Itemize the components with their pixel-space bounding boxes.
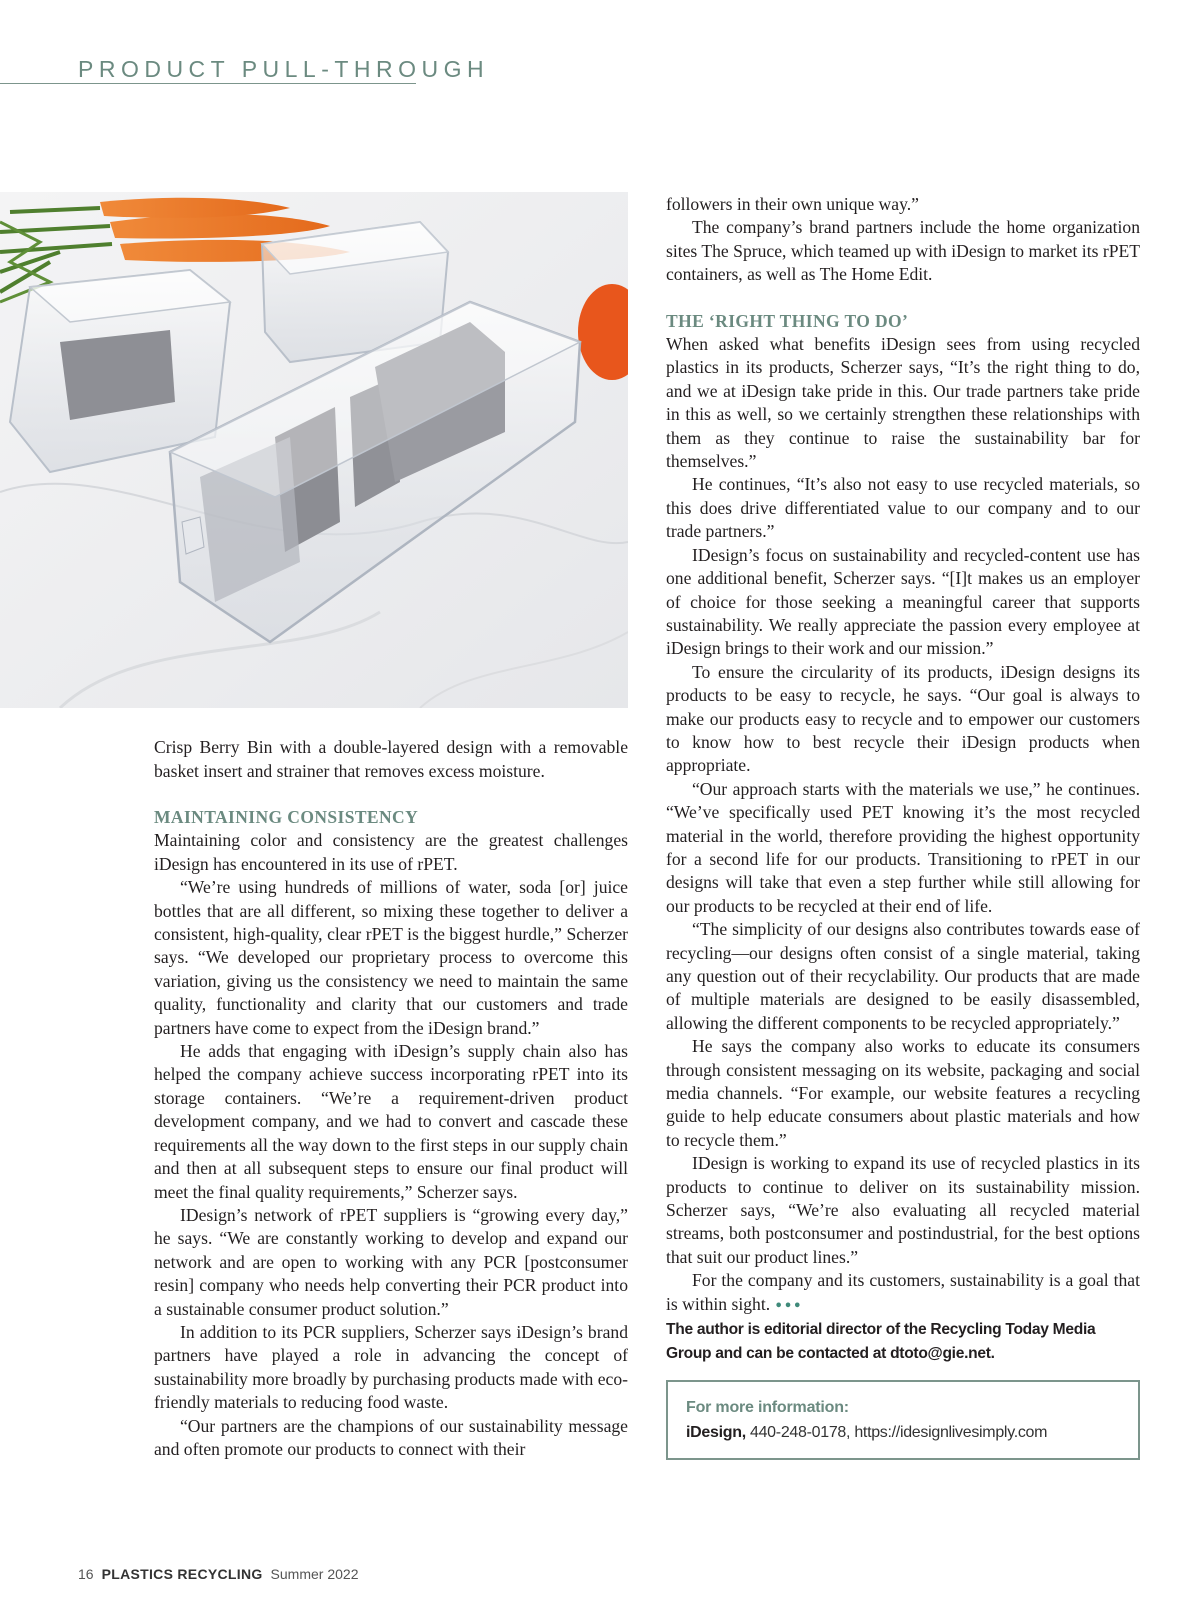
article-paragraph xyxy=(666,193,1140,216)
paragraph-text: The company’s brand partners include the home organization sites The Spruce, which teamed up with iDesign to market its rPET containers, as well as The Home Edit. xyxy=(666,217,1140,285)
paragraph-text: For the company and its customers, sustainability is a goal that is within sight. xyxy=(666,1270,1140,1314)
paragraph-text: “Our partners are the champions of our sustainability message and often promote our products to connect with their xyxy=(154,1415,628,1459)
paragraph-text: He adds that engaging with iDesign’s supply chain also has helped the company achieve success incorporating rPET into its storage containers. “We’re a requirement-driven product development company, and we had to convert and cascade these requirements all the way down to the first steps in our supply chain and then at all subsequent steps to ensure our final product will meet the final quality requirements,” Scherzer says. xyxy=(154,1041,628,1202)
article-paragraph xyxy=(154,1321,628,1415)
paragraph-text: In addition to its PCR suppliers, Scherzer says iDesign’s brand partners have played a role in advancing the concept of sustainability more broadly by purchasing products made with eco-friendly materials to reducing food waste. xyxy=(154,1321,628,1413)
info-box-line xyxy=(686,1420,1120,1446)
paragraph-text: “The simplicity of our designs also contributes towards ease of recycling—our designs often consist of a single material, taking any question out of their recyclability. Our products that are made of multiple materials are designed to be easily disassembled, allowing the different components to be recycled appropriately.” xyxy=(666,919,1140,1033)
article-paragraph xyxy=(666,544,1140,661)
product-photo xyxy=(0,192,628,708)
paragraph-text: Maintaining color and consistency are the greatest challenges iDesign has encountered in its use of rPET. xyxy=(154,830,628,874)
article-paragraph xyxy=(666,1269,1140,1318)
article-paragraph xyxy=(154,1040,628,1204)
page-footer xyxy=(78,1566,358,1582)
article-column-left xyxy=(154,806,628,1461)
article-paragraph xyxy=(666,333,1140,473)
article-paragraph xyxy=(666,918,1140,1035)
author-note: The author is editorial director of the Recycling Today Media Group and can be contacted at dtoto@gie.net. xyxy=(666,1321,1096,1363)
article-paragraph xyxy=(666,216,1140,286)
page-number: 16 xyxy=(78,1566,94,1582)
article-paragraph xyxy=(154,1415,628,1462)
section-rule xyxy=(0,83,416,84)
paragraph-text: “We’re using hundreds of millions of water, soda [or] juice bottles that are all different, so mixing these together to deliver a consistent, high-quality, clear rPET is the biggest hurdle,” Scherzer says. “We developed our proprietary process to overcome this variation, giving us the consistency we need to maintain the same quality, functionality and clarity that our customers and trade partners have come to expect from the iDesign brand.” xyxy=(154,877,628,1038)
article-paragraph xyxy=(666,661,1140,778)
section-heading: MAINTAINING CONSISTENCY xyxy=(154,807,419,827)
paragraph-text: followers in their own unique way.” xyxy=(666,194,919,214)
article-paragraph xyxy=(666,1035,1140,1152)
photo-caption: Crisp Berry Bin with a double-layered design with a removable basket insert and strainer that removes excess moisture. xyxy=(154,737,628,781)
section-heading: THE ‘RIGHT THING TO DO’ xyxy=(666,310,909,331)
article-paragraph xyxy=(154,876,628,1040)
article-paragraph xyxy=(154,829,628,876)
company-contact[interactable]: 440-248-0178, https://idesignlivesimply.com xyxy=(745,1424,1048,1442)
paragraph-text: When asked what benefits iDesign sees from using recycled plastics in its products, Scherzer says, “It’s the right thing to do, and we at iDesign take pride in this. Our trade partners take pride in this as well, so we certainly strengthen these relationships with them as they continue to raise the sustainability bar for themselves.” xyxy=(666,334,1140,472)
paragraph-text: IDesign’s focus on sustainability and recycled-content use has one additional benefit, Scherzer says. “[I]t makes us an employer of choice for those seeking a meaningful career that supports sustainability. We really appreciate the passion every employee at iDesign brings to their work and our mission.” xyxy=(666,544,1140,659)
paragraph-text: He continues, “It’s also not easy to use recycled materials, so this does drive differentiated value to our company and to our trade partners.” xyxy=(666,474,1140,542)
paragraph-text: “Our approach starts with the materials we use,” he continues. “We’ve specifically used PET knowing it’s the most recycled material in the world, therefore providing the highest opportunity for a second life for our products. Transitioning to rPET in our designs will take that even a step further while still allowing for our products to be recycled at their end of life. xyxy=(666,778,1140,916)
company-name: iDesign, xyxy=(686,1424,746,1442)
end-mark-icon: ••• xyxy=(774,1298,803,1314)
article-column-right xyxy=(666,193,1140,1460)
paragraph-text: IDesign’s network of rPET suppliers is “growing every day,” he says. “We are constantly working to develop and expand our network and are open to working with any PCR [postconsumer resin] company who needs help converting their PCR product into a sustainable consumer product solution.” xyxy=(154,1204,628,1319)
info-box xyxy=(666,1380,1140,1460)
article-paragraph xyxy=(666,778,1140,918)
article-paragraph xyxy=(666,473,1140,543)
info-box-title: For more information: xyxy=(686,1399,849,1417)
issue-date: Summer 2022 xyxy=(270,1566,359,1582)
publication-name: PLASTICS RECYCLING xyxy=(101,1566,263,1582)
section-label: PRODUCT PULL-THROUGH xyxy=(78,56,490,82)
article-paragraph xyxy=(154,1204,628,1321)
paragraph-text: He says the company also works to educate its consumers through consistent messaging on its website, packaging and social media channels. “For example, our website features a recycling guide to help educate consumers about plastic materials and how to recycle them.” xyxy=(666,1036,1140,1150)
paragraph-text: IDesign is working to expand its use of recycled plastics in its products to continue to deliver on its sustainability mission. Scherzer says, “We’re also evaluating all recycled material streams, both postconsumer and postindustrial, for the best options that suit our product lines.” xyxy=(666,1153,1140,1267)
paragraph-text: To ensure the circularity of its products, iDesign designs its products to be easy to recycle, he says. “Our goal is always to make our products easy to recycle and to empower our customers to know how to best recycle their iDesign products when appropriate. xyxy=(666,661,1140,776)
article-paragraph xyxy=(666,1152,1140,1269)
